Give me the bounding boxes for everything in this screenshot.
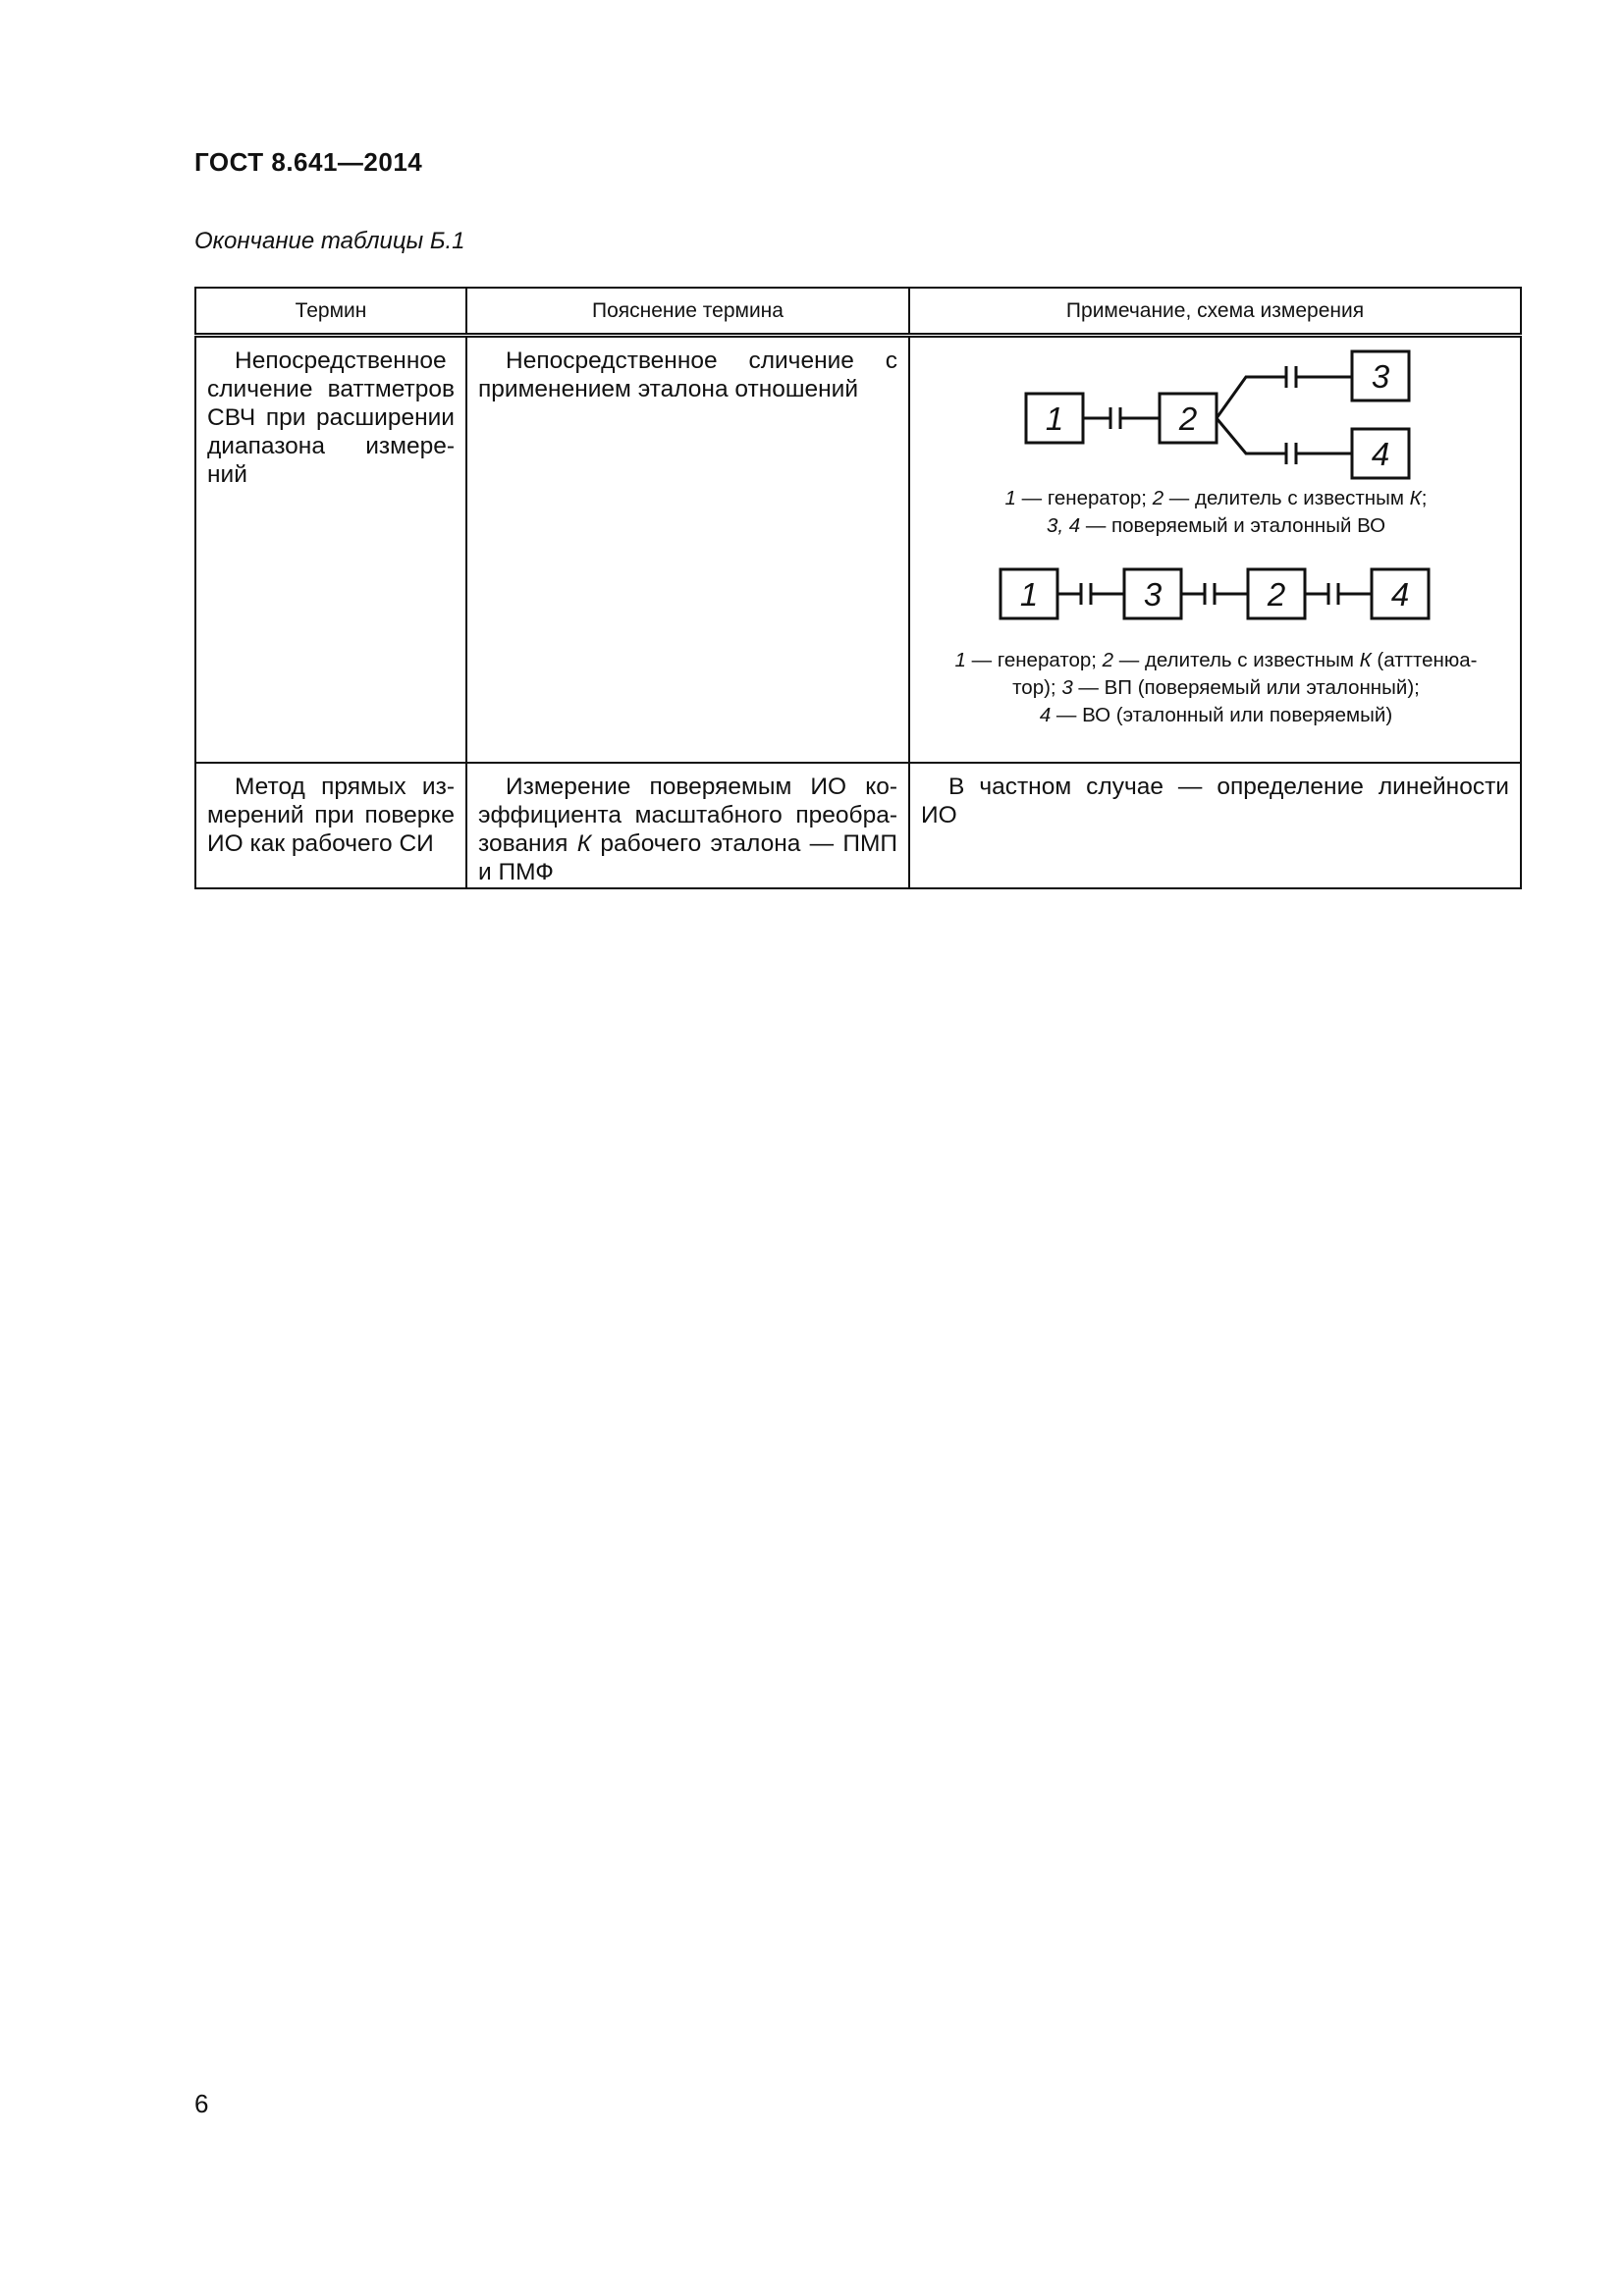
legend-text: — ВП (поверяемый или эталонный); bbox=[1072, 676, 1420, 699]
explanation-symbol: К bbox=[576, 830, 592, 857]
diagram1-connector-2-3 bbox=[1217, 366, 1352, 418]
diagram1-label-4: 4 bbox=[1371, 436, 1390, 472]
legend-ref: 2 bbox=[1152, 487, 1164, 509]
diagram2-connector-3-2 bbox=[1181, 583, 1248, 605]
column-header-note: Примечание, схема измерения bbox=[909, 288, 1521, 336]
term-cell bbox=[195, 763, 466, 888]
note-cell bbox=[909, 763, 1521, 888]
diagram2-label-2: 2 bbox=[1267, 576, 1286, 613]
diagram2-label-1: 1 bbox=[1019, 576, 1039, 613]
legend-text: — поверяемый и эталонный ВО bbox=[1080, 514, 1386, 537]
diagram1-connector-1-2 bbox=[1083, 407, 1160, 429]
diagram2-legend-line bbox=[910, 647, 1522, 674]
diagram2-legend-line bbox=[910, 674, 1522, 702]
legend-ref: 3 bbox=[1061, 676, 1073, 699]
table-row bbox=[195, 763, 1521, 888]
diagram1-label-1: 1 bbox=[1045, 400, 1064, 437]
legend-symbol: К bbox=[1409, 487, 1422, 509]
diagram2-connector-1-3 bbox=[1057, 583, 1124, 605]
column-header-term: Термин bbox=[195, 288, 466, 336]
legend-ref: 2 bbox=[1102, 649, 1114, 671]
note-cell bbox=[909, 336, 1521, 764]
diagram2-label-4: 4 bbox=[1390, 576, 1410, 613]
explanation-cell bbox=[466, 336, 909, 764]
page-number: 6 bbox=[194, 2089, 209, 2118]
term-text: Метод прямых из-мерений при поверке ИО как рабочего СИ bbox=[207, 774, 455, 857]
terms-table bbox=[194, 287, 1522, 889]
note-text: В частном случае — определение линейности ИО bbox=[921, 774, 1509, 828]
legend-ref: 3, 4 bbox=[1046, 514, 1081, 537]
diagram2-connector-2-4 bbox=[1305, 583, 1372, 605]
diagram1-label-3: 3 bbox=[1371, 358, 1390, 395]
legend-symbol: К bbox=[1359, 649, 1372, 671]
diagram1-legend-line bbox=[910, 512, 1522, 540]
explanation-text bbox=[468, 765, 907, 886]
diagram1-label-2: 2 bbox=[1178, 400, 1198, 437]
legend-ref: 1 bbox=[954, 649, 966, 671]
legend-text: — делитель с известным bbox=[1113, 649, 1360, 671]
term-cell bbox=[195, 336, 466, 764]
diagram1-connector-2-4 bbox=[1217, 418, 1352, 464]
diagram2-label-3: 3 bbox=[1143, 576, 1163, 613]
diagram2-legend bbox=[910, 647, 1522, 729]
diagram1-legend-line bbox=[910, 485, 1522, 512]
explanation-text: Непосредственное сличение с применением эталона отношений bbox=[478, 347, 897, 402]
term-text: Непосредственное сличение ваттметров СВЧ при расширении диапазона измере-ний bbox=[207, 347, 455, 488]
legend-text: тор); bbox=[1012, 676, 1062, 699]
diagram2-legend-line bbox=[910, 702, 1522, 729]
legend-text: — ВО (эталонный или поверяемый) bbox=[1051, 704, 1393, 726]
explanation-part: рабочего эталона — ПМП и ПМФ bbox=[478, 830, 897, 885]
legend-text: (атттенюа- bbox=[1371, 649, 1478, 671]
document-header: ГОСТ 8.641—2014 bbox=[194, 147, 423, 177]
explanation-part: Измерение поверяемым ИО ко-эффициента масштабного преобра-зования bbox=[478, 774, 897, 857]
table-row bbox=[195, 336, 1521, 764]
table-header-row bbox=[195, 288, 1521, 336]
column-header-explanation: Пояснение термина bbox=[466, 288, 909, 336]
legend-text: — генератор; bbox=[1015, 487, 1153, 509]
legend-ref: 4 bbox=[1039, 704, 1052, 726]
measurement-schemes bbox=[910, 338, 1522, 760]
legend-text: ; bbox=[1421, 487, 1428, 509]
legend-text: — делитель с известным bbox=[1163, 487, 1410, 509]
table-caption: Окончание таблицы Б.1 bbox=[194, 228, 465, 254]
diagram1-legend bbox=[910, 485, 1522, 540]
legend-text: — генератор; bbox=[965, 649, 1103, 671]
legend-ref: 1 bbox=[1004, 487, 1016, 509]
explanation-cell bbox=[466, 763, 909, 888]
